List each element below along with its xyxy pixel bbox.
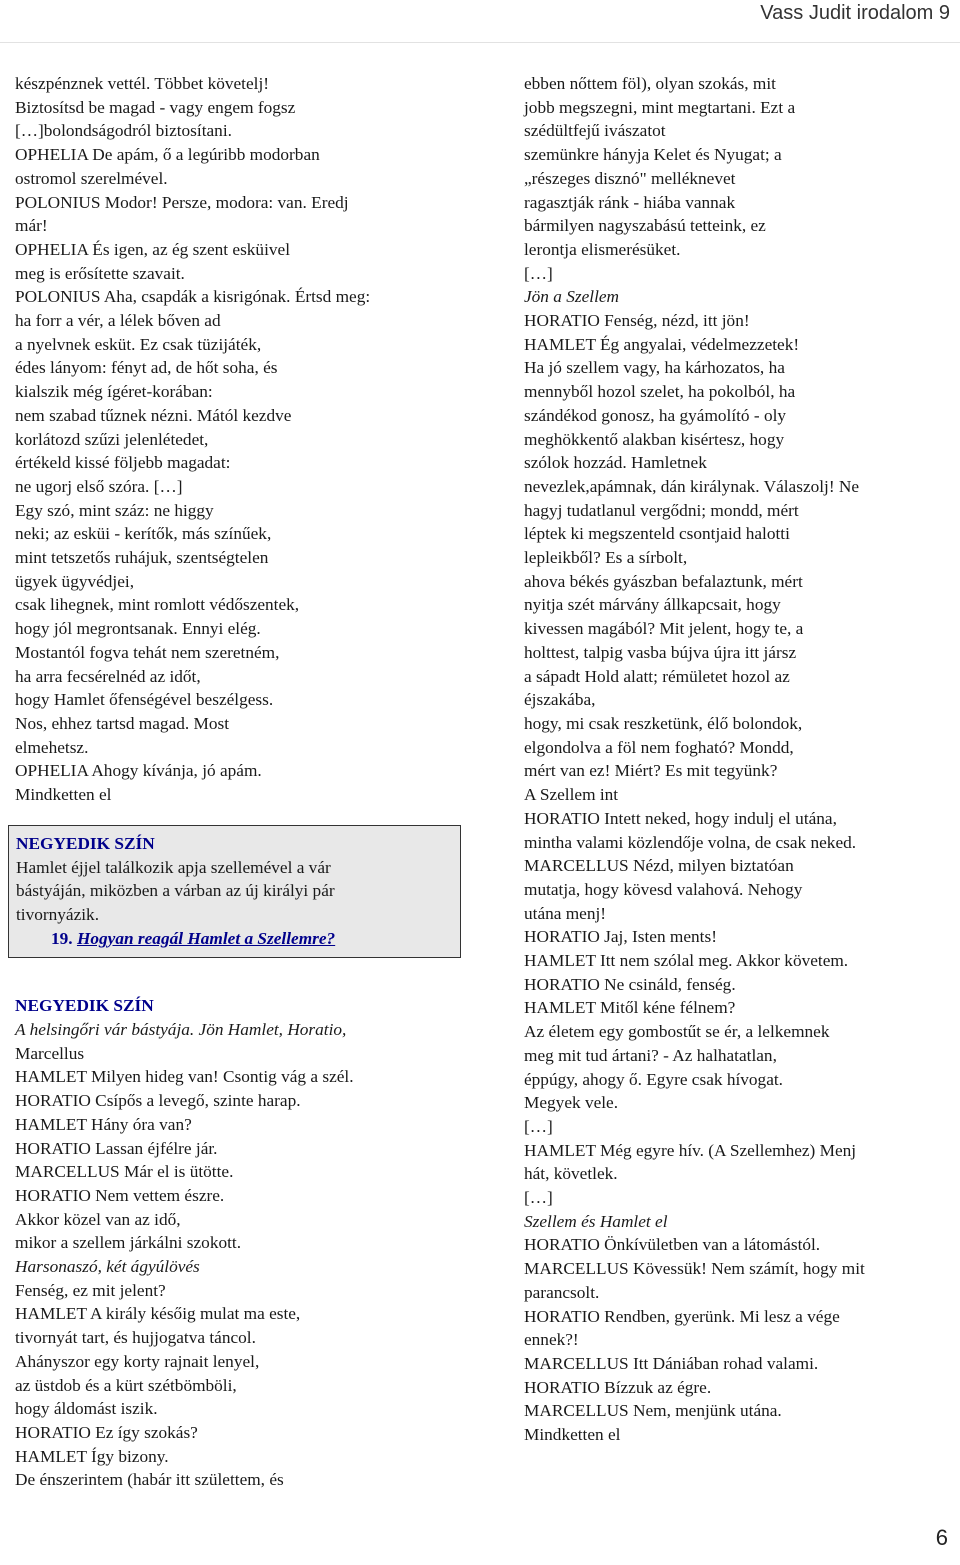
text-line: hogy, mi csak reszketünk, élő bolondok, xyxy=(524,713,803,733)
text-line: nem szabad tűznek nézni. Mától kezdve xyxy=(15,405,292,425)
text-line: HORATIO Csípős a levegő, szinte harap. xyxy=(15,1091,301,1111)
text-line: Megyek vele. xyxy=(524,1093,619,1113)
text-line: ne ugorj első szóra. […] xyxy=(15,476,183,496)
text-line: Nos, ehhez tartsd magad. Most xyxy=(15,713,230,733)
text-line: csak lihegnek, mint romlott védőszentek, xyxy=(15,595,300,615)
text-line: már! xyxy=(15,216,48,236)
text-line: Biztosítsd be magad - vagy engem fogsz xyxy=(15,97,296,117)
text-line: HORATIO Fenség, nézd, itt jön! xyxy=(524,311,750,331)
text-line: mért van ez! Miért? Es mit tegyünk? xyxy=(524,761,778,781)
text-line: értékeld kissé följebb magadat: xyxy=(15,453,231,473)
text-line: OPHELIA Ahogy kívánja, jó apám. xyxy=(15,761,262,781)
text-line: Egy szó, mint száz: ne higgy xyxy=(15,500,214,520)
text-line: parancsolt. xyxy=(524,1282,600,1302)
text-line: neki; az esküi - kerítők, más színűek, xyxy=(15,524,272,544)
text-line: mennyből hozol szelet, ha pokolból, ha xyxy=(524,382,796,402)
text-line: […] xyxy=(524,1188,553,1208)
text-line: Mostantól fogva tehát nem szeretném, xyxy=(15,642,280,662)
box-text xyxy=(16,856,452,927)
text-line: HORATIO Bízzuk az égre. xyxy=(524,1377,712,1397)
text-line: HORATIO Ne csináld, fenség. xyxy=(524,974,736,994)
text-line: MARCELLUS Kövessük! Nem számít, hogy mit xyxy=(524,1259,865,1279)
text-line: HAMLET Még egyre hív. (A Szellemhez) Menj xyxy=(524,1140,857,1160)
text-line: mintha valami közlendője volna, de csak neked. xyxy=(524,832,857,852)
scene-summary-box xyxy=(8,825,461,959)
section-spacer xyxy=(15,958,467,994)
text-line: Hamlet éjjel találkozik apja szellemével a vár xyxy=(16,857,331,877)
text-line: HAMLET Hány óra van? xyxy=(15,1114,192,1134)
question-number: 19. xyxy=(51,928,73,948)
text-line: ügyek ügyvédjei, xyxy=(15,571,135,591)
right-text-a xyxy=(524,72,956,285)
text-line: hogy jól megrontsanak. Ennyi elég. xyxy=(15,619,261,639)
text-line: MARCELLUS Nem, menjünk utána. xyxy=(524,1401,782,1421)
text-line: A Szellem int xyxy=(524,785,619,805)
text-line: holttest, talpig vasba bújva újra itt jársz xyxy=(524,642,797,662)
text-line: jobb megszegni, mint megtartani. Ezt a xyxy=(524,97,796,117)
text-line: ragasztják ránk - hiába vannak xyxy=(524,192,736,212)
text-line: kialszik még ígéret-korában: xyxy=(15,382,213,402)
text-line: De énszerintem (habár itt születtem, és xyxy=(15,1470,284,1490)
text-line: ebben nőttem föl), olyan szokás, mit xyxy=(524,74,776,93)
text-line: MARCELLUS Nézd, milyen biztatóan xyxy=(524,856,794,876)
text-line: tivornyázik. xyxy=(16,904,100,924)
text-line: hát, követlek. xyxy=(524,1164,618,1184)
text-line: Mindketten el xyxy=(15,785,112,805)
right-stage-direction-2: Szellem és Hamlet el xyxy=(524,1211,668,1231)
text-line: hogy áldomást iszik. xyxy=(15,1399,158,1419)
left-text-top xyxy=(15,72,467,807)
text-line: éjszakába, xyxy=(524,690,596,710)
text-line: HORATIO Ez így szokás? xyxy=(15,1422,198,1442)
text-line: a sápadt Hold alatt; rémületet hozol az xyxy=(524,666,790,686)
text-line: HAMLET Ég angyalai, védelmezzetek! xyxy=(524,334,800,354)
text-line: meghökkentő alakban kisértesz, hogy xyxy=(524,429,785,449)
text-line: Ahányszor egy korty rajnait lenyel, xyxy=(15,1351,260,1371)
text-line: Fenség, ez mit jelent? xyxy=(15,1280,166,1300)
left-column xyxy=(15,72,467,1492)
text-line: bármilyen nagyszabású tetteink, ez xyxy=(524,216,766,236)
text-line: elgondolva a föl nem fogható? Mondd, xyxy=(524,737,794,757)
header-divider xyxy=(0,42,960,43)
text-line: mikor a szellem járkálni szokott. xyxy=(15,1233,242,1253)
text-line: nevezlek,apámnak, dán királynak. Válaszolj! Ne xyxy=(524,476,860,496)
text-line: tivornyát tart, és hujjogatva táncol. xyxy=(15,1328,256,1348)
right-text-c xyxy=(524,1233,956,1446)
text-line: Ha jó szellem vagy, ha kárhozatos, ha xyxy=(524,358,785,378)
text-line: utána menj! xyxy=(524,903,607,923)
box-question xyxy=(16,927,452,951)
text-line: nyitja szét márvány állkapcsait, hogy xyxy=(524,595,781,615)
right-text-b xyxy=(524,309,956,1210)
document-header: Vass Judit irodalom 9 xyxy=(760,2,950,24)
text-line: HORATIO Lassan éjfélre jár. xyxy=(15,1138,218,1158)
text-line: POLONIUS Modor! Persze, modora: van. Eredj xyxy=(15,192,349,212)
text-line: meg mit tud ártani? - Az halhatatlan, xyxy=(524,1045,777,1065)
text-line: HAMLET Így bizony. xyxy=(15,1446,169,1466)
text-line: HORATIO Rendben, gyerünk. Mi lesz a vége xyxy=(524,1306,840,1326)
scene-heading: NEGYEDIK SZÍN xyxy=(15,996,154,1016)
text-line: OPHELIA De apám, ő a legúribb modorban xyxy=(15,145,320,165)
stage-direction-2: Harsonaszó, két ágyúlövés xyxy=(15,1257,200,1277)
page-number: 6 xyxy=(935,1525,948,1550)
text-line: Marcellus xyxy=(15,1043,85,1063)
stage-direction: A helsingőri vár bástyája. Jön Hamlet, Horatio, xyxy=(15,1020,347,1040)
text-line: HAMLET A király későig mulat ma este, xyxy=(15,1304,301,1324)
question-text: Hogyan reagál Hamlet a Szellemre? xyxy=(76,928,336,948)
text-line: […]bolondságodról biztosítani. xyxy=(15,121,232,141)
text-line: POLONIUS Aha, csapdák a kisrigónak. Értsd meg: xyxy=(15,287,371,307)
text-line: HORATIO Intett neked, hogy indulj el utána, xyxy=(524,808,837,828)
text-line: szédültfejű ivászatot xyxy=(524,121,666,141)
text-line: „részeges disznó" melléknevet xyxy=(524,168,736,188)
text-line: hagyj tudatlanul vergődni; mondd, mért xyxy=(524,500,799,520)
text-line: mutatja, hogy kövesd valahová. Nehogy xyxy=(524,879,803,899)
text-line: a nyelvnek esküt. Ez csak tüzijáték, xyxy=(15,334,262,354)
text-line: elmehetsz. xyxy=(15,737,89,757)
text-line: meg is erősítette szavait. xyxy=(15,263,185,283)
text-line: mint tetszetős ruhájuk, szentségtelen xyxy=(15,548,269,568)
text-line: ahova békés gyászban befalaztunk, mért xyxy=(524,571,803,591)
text-line: […] xyxy=(524,263,553,283)
text-line: ostromol szerelmével. xyxy=(15,168,168,188)
text-line: ha forr a vér, a lélek bőven ad xyxy=(15,311,221,331)
text-line: OPHELIA És igen, az ég szent esküivel xyxy=(15,239,290,259)
text-line: léptek ki megszenteld csontjaid halotti xyxy=(524,524,790,544)
text-line: éppúgy, ahogy ő. Egyre csak hívogat. xyxy=(524,1069,783,1089)
text-line: lepleikből? Es a sírbolt, xyxy=(524,548,688,568)
text-line: kivessen magából? Mit jelent, hogy te, a xyxy=(524,619,804,639)
text-line: Akkor közel van az idő, xyxy=(15,1209,181,1229)
text-line: ha arra fecsérelnéd az időt, xyxy=(15,666,201,686)
text-line: szólok hozzád. Hamletnek xyxy=(524,453,707,473)
text-line: készpénznek vettél. Többet követelj! xyxy=(15,74,270,93)
right-column xyxy=(524,72,956,1447)
text-line: […] xyxy=(524,1116,553,1136)
text-line: ennek?! xyxy=(524,1330,579,1350)
text-line: HORATIO Önkívületben van a látomástól. xyxy=(524,1235,821,1255)
text-line: Mindketten el xyxy=(524,1425,621,1445)
text-line: hogy Hamlet őfenségével beszélgess. xyxy=(15,690,274,710)
text-line: HAMLET Itt nem szólal meg. Akkor követem. xyxy=(524,951,849,971)
box-heading: NEGYEDIK SZÍN xyxy=(16,833,155,853)
text-line: az üstdob és a kürt szétbömböli, xyxy=(15,1375,237,1395)
text-line: MARCELLUS Már el is ütötte. xyxy=(15,1162,234,1182)
text-line: édes lányom: fényt ad, de hőt soha, és xyxy=(15,358,278,378)
left-text-bottom-b xyxy=(15,1279,467,1492)
text-line: bástyáján, miközben a várban az új királyi pár xyxy=(16,881,335,901)
text-line: szemünkre hányja Kelet és Nyugat; a xyxy=(524,145,782,165)
text-line: MARCELLUS Itt Dániában rohad valami. xyxy=(524,1353,819,1373)
text-line: Az életem egy gombostűt se ér, a lelkemnek xyxy=(524,1022,830,1042)
text-line: lerontja elismerésüket. xyxy=(524,239,681,259)
text-line: korlátozd szűzi jelenlétedet, xyxy=(15,429,209,449)
text-line: HORATIO Nem vettem észre. xyxy=(15,1185,225,1205)
text-line: HAMLET Milyen hideg van! Csontig vág a szél. xyxy=(15,1067,354,1087)
text-line: szándékod gonosz, ha gyámolító - oly xyxy=(524,405,787,425)
text-line: HORATIO Jaj, Isten ments! xyxy=(524,927,717,947)
right-stage-direction-1: Jön a Szellem xyxy=(524,287,620,307)
text-line: HAMLET Mitől kéne félnem? xyxy=(524,998,736,1018)
left-text-bottom-a xyxy=(15,1042,467,1255)
